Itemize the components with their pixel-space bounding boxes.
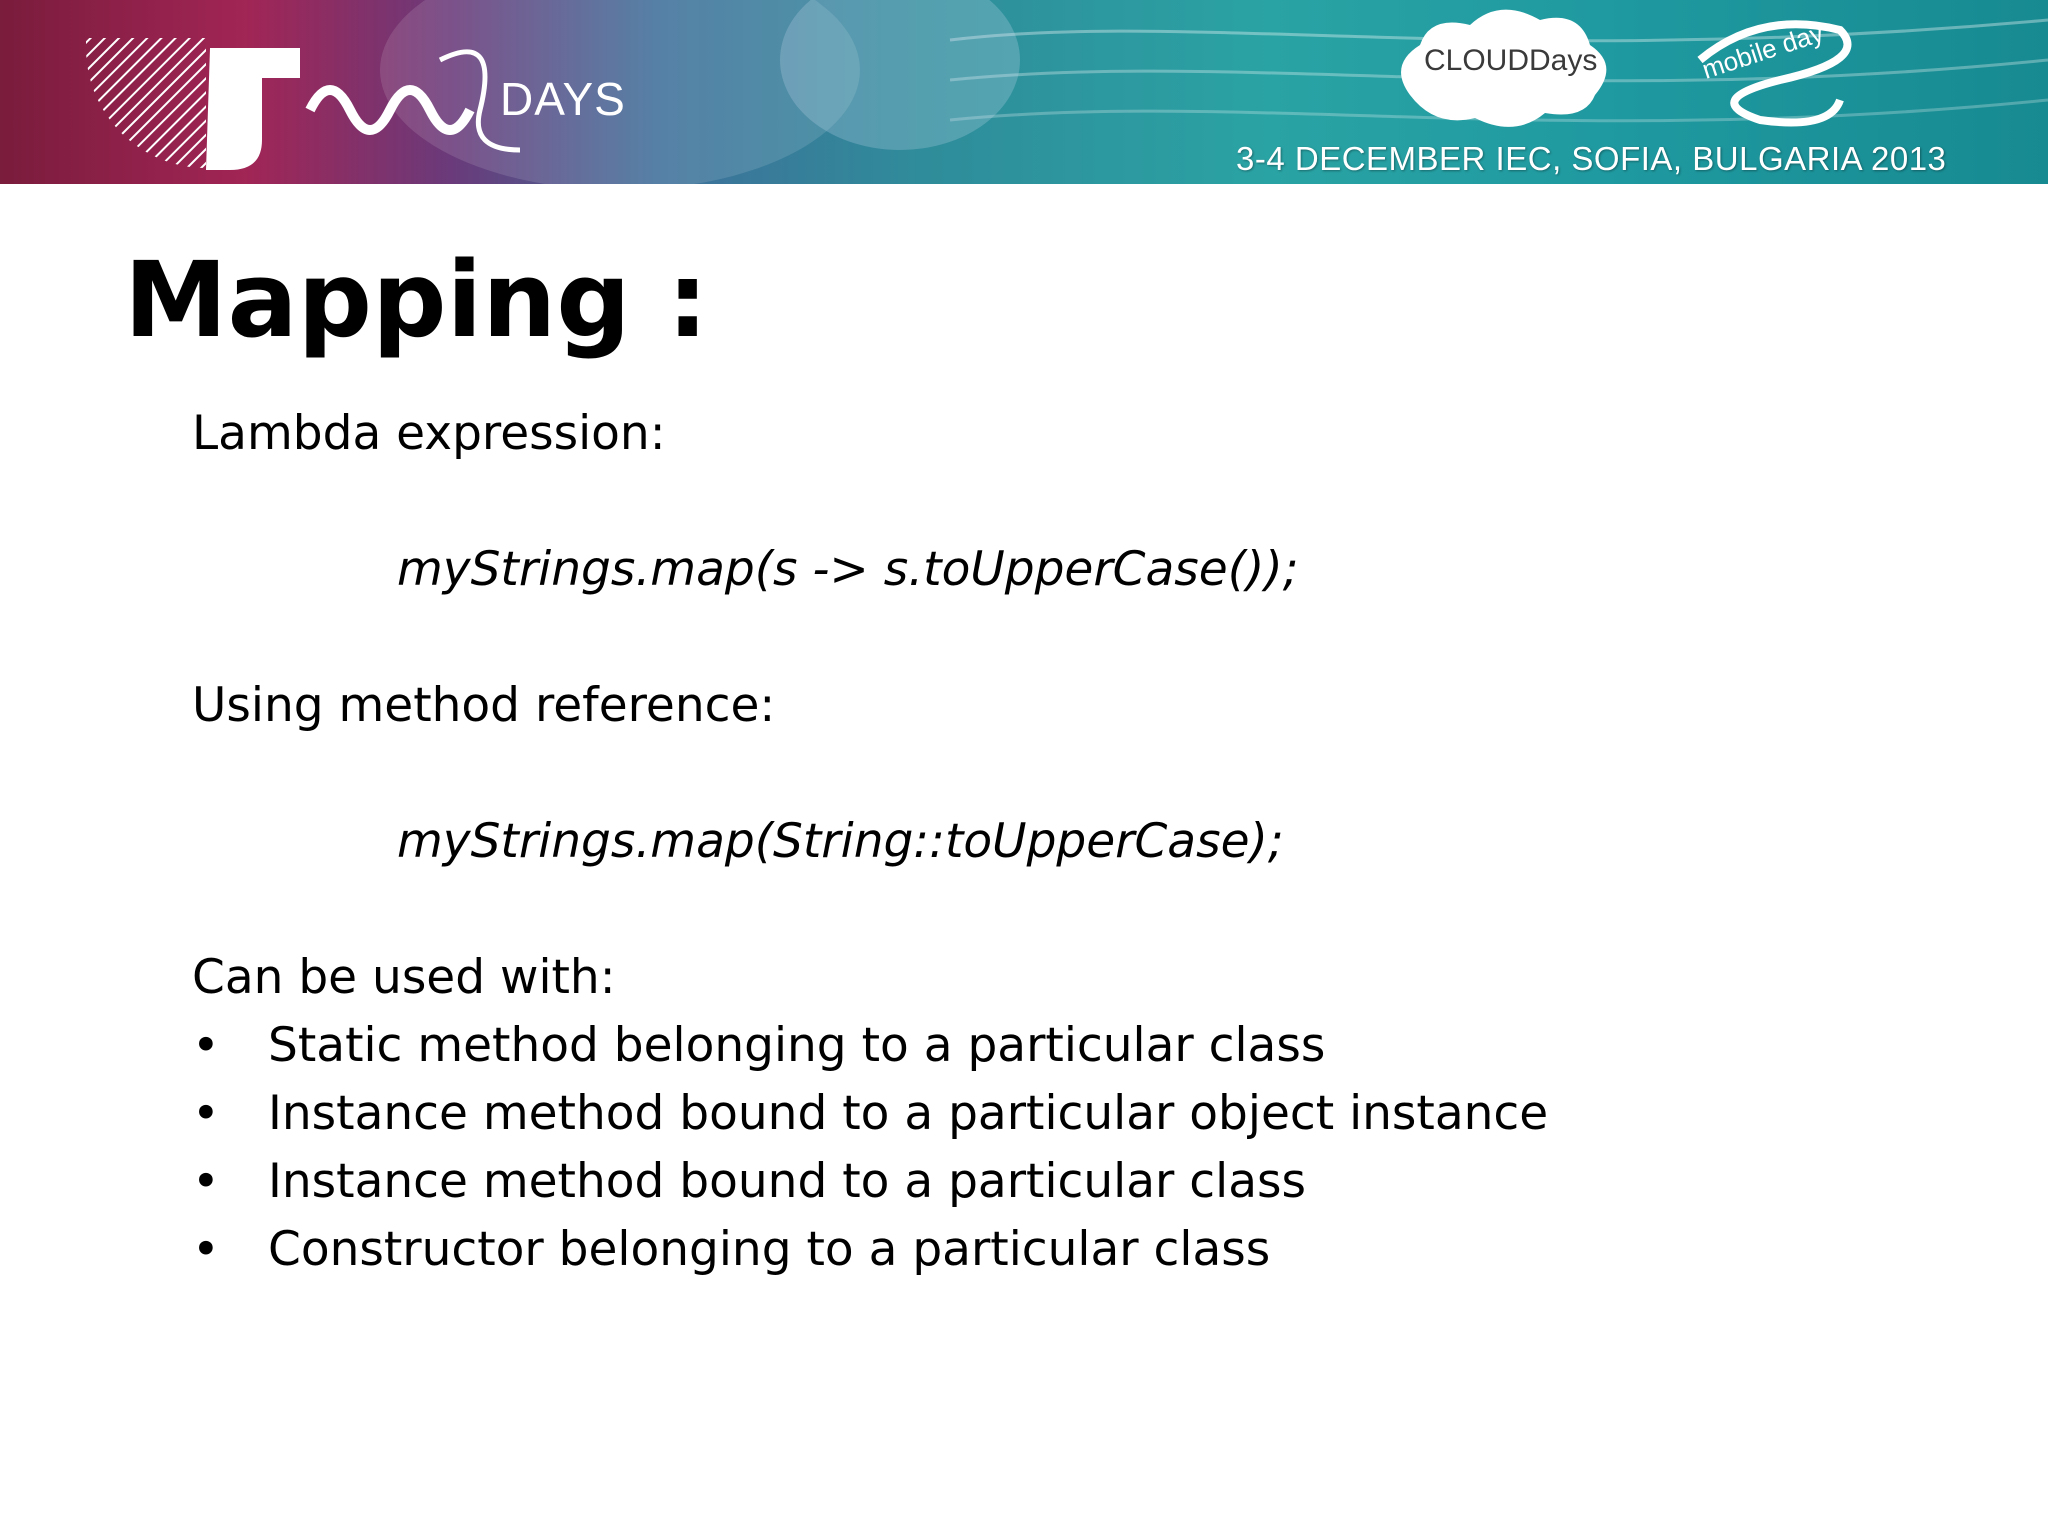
list-item: [192, 1216, 1992, 1284]
clouddays-logo-text: CLOUDDays: [1424, 44, 1598, 77]
bullet-text: Constructor belonging to a particular class: [268, 1222, 1271, 1277]
bullet-icon: •: [192, 1018, 220, 1073]
list-item: [192, 1012, 1992, 1080]
hatched-logo-shape: [86, 38, 206, 168]
slide-body: [192, 400, 1992, 1284]
usage-bullet-list: [192, 1012, 1992, 1284]
list-item: [192, 1080, 1992, 1148]
lambda-expression-label: Lambda expression:: [192, 406, 666, 461]
bullet-icon: •: [192, 1154, 220, 1209]
method-reference-label: Using method reference:: [192, 678, 776, 733]
j-letter-shape: [206, 48, 300, 170]
bullet-text: Instance method bound to a particular object instance: [268, 1086, 1549, 1141]
javadays-logo-text: DAYS: [500, 73, 626, 125]
bullet-text: Instance method bound to a particular class: [268, 1154, 1306, 1209]
bullet-text: Static method belonging to a particular class: [268, 1018, 1326, 1073]
spacer: [192, 740, 1992, 808]
spacer: [192, 604, 1992, 672]
method-reference-code-example: myStrings.map(String::toUpperCase);: [397, 814, 1284, 869]
list-item: [192, 1148, 1992, 1216]
bullet-icon: •: [192, 1222, 220, 1277]
slide-title: Mapping :: [124, 239, 709, 361]
lambda-code-example: myStrings.map(s -> s.toUpperCase());: [397, 542, 1299, 597]
can-be-used-with-label: Can be used with:: [192, 950, 616, 1005]
conference-banner: [0, 0, 2048, 184]
spacer: [192, 468, 1992, 536]
spacer: [192, 876, 1992, 944]
event-date-location: 3-4 DECEMBER IEC, SOFIA, BULGARIA 2013: [1236, 140, 1947, 177]
bullet-icon: •: [192, 1086, 220, 1141]
mobileday-logo-text: mobile day: [1698, 17, 1828, 85]
